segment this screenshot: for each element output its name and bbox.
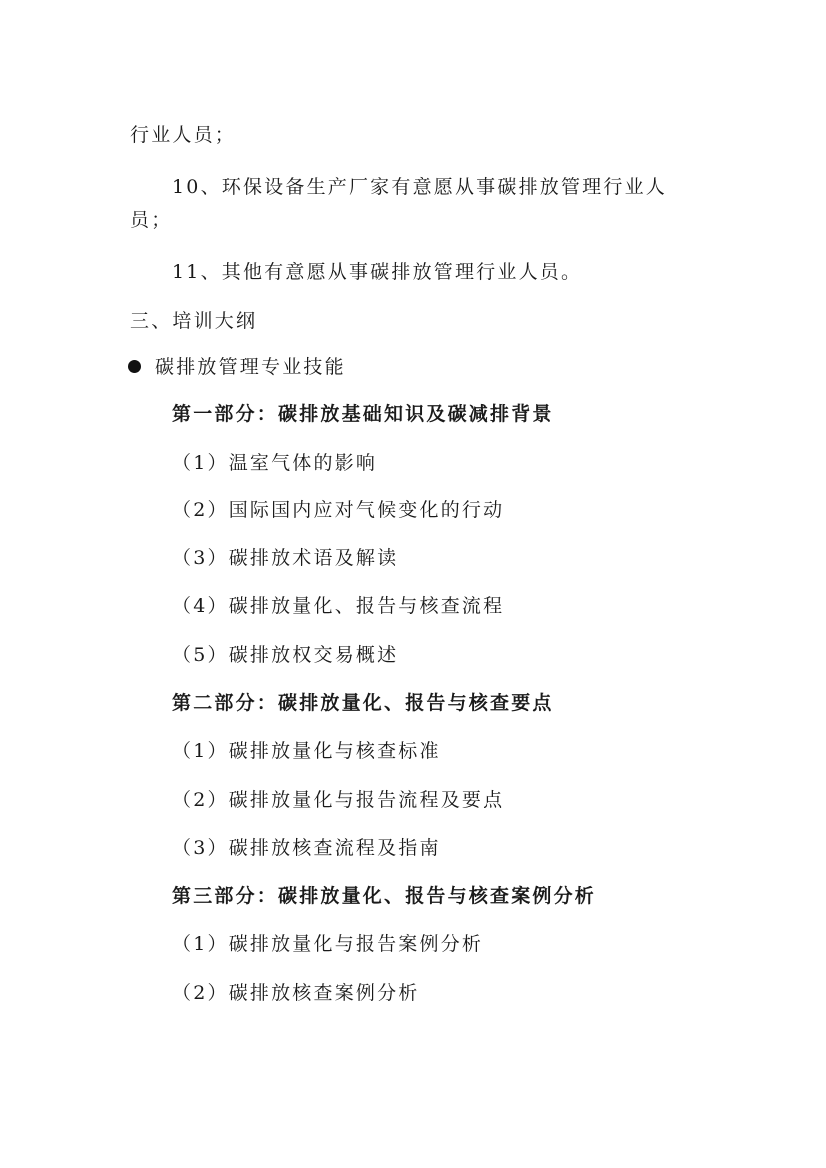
list-item: （3）碳排放核查流程及指南 [172, 837, 441, 859]
part-title: 第二部分：碳排放量化、报告与核查要点 [172, 692, 554, 714]
section-heading: 三、培训大纲 [130, 310, 258, 332]
list-item: （1）碳排放量化与核查标准 [172, 740, 441, 762]
part-title: 第三部分：碳排放量化、报告与核查案例分析 [172, 885, 597, 907]
text-line: 员； [130, 209, 173, 231]
bullet-icon [128, 360, 141, 373]
list-item: （1）碳排放量化与报告案例分析 [172, 933, 484, 955]
list-item: （2）碳排放核查案例分析 [172, 982, 420, 1004]
text-line: 11、其他有意愿从事碳排放管理行业人员。 [172, 261, 583, 283]
part-title: 第一部分：碳排放基础知识及碳减排背景 [172, 403, 554, 425]
list-item: （4）碳排放量化、报告与核查流程 [172, 595, 505, 617]
list-item: （1）温室气体的影响 [172, 452, 378, 474]
list-item: （2）碳排放量化与报告流程及要点 [172, 789, 505, 811]
list-item: （2）国际国内应对气候变化的行动 [172, 499, 505, 521]
text-line: 10、环保设备生产厂家有意愿从事碳排放管理行业人 [172, 176, 667, 198]
text-line: 行业人员； [130, 124, 237, 146]
list-item: （3）碳排放术语及解读 [172, 547, 399, 569]
bullet-heading-label: 碳排放管理专业技能 [155, 356, 346, 378]
list-item: （5）碳排放权交易概述 [172, 644, 399, 666]
bullet-heading [128, 354, 346, 380]
